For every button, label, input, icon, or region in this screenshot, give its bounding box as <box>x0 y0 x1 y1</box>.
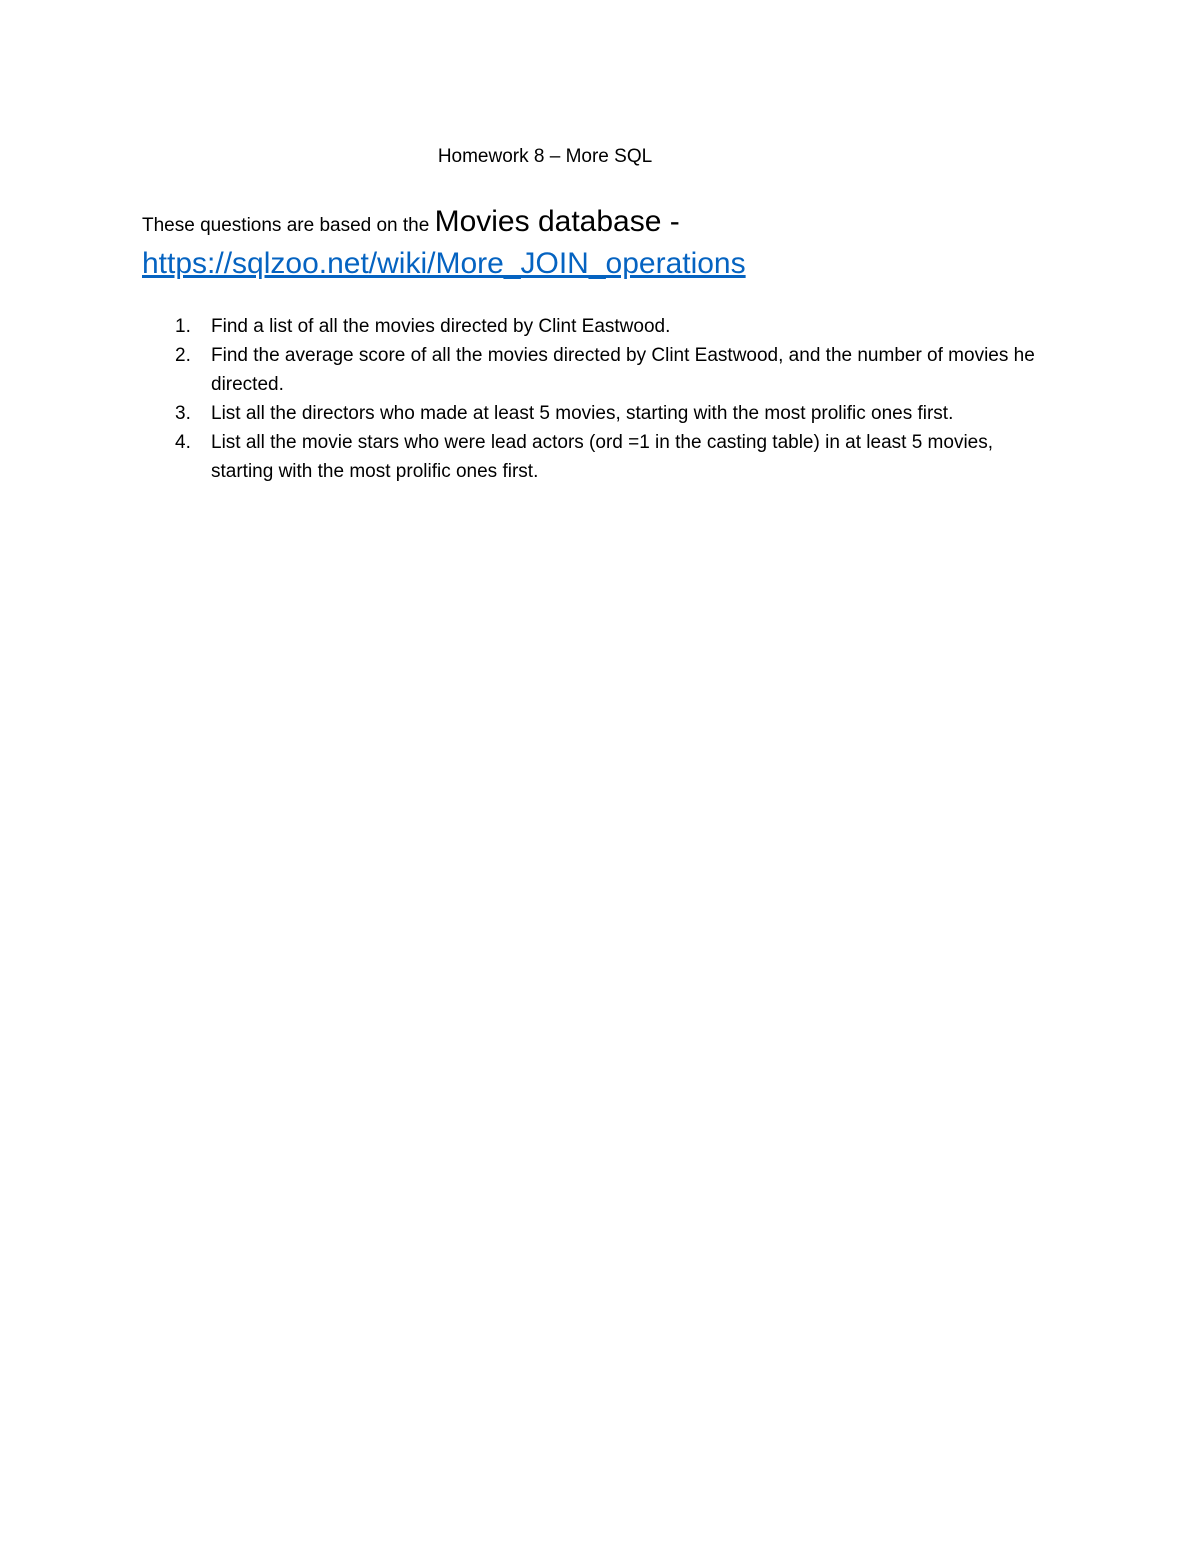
question-text: Find the average score of all the movies directed by Clint Eastwood, and the number of movies he directed. <box>211 345 1035 395</box>
document-title: Homework 8 – More SQL <box>437 146 653 167</box>
intro-emphasis: Movies database - <box>434 205 680 238</box>
intro-text: These questions are based on the <box>142 215 430 236</box>
list-item <box>0 428 1100 486</box>
question-text: Find a list of all the movies directed by Clint Eastwood. <box>211 316 671 337</box>
question-list <box>0 312 1100 486</box>
list-item <box>0 341 1100 399</box>
list-item <box>0 312 1100 341</box>
question-number: 4. <box>175 432 191 453</box>
list-item <box>0 399 1100 428</box>
question-text: List all the movie stars who were lead actors (ord =1 in the casting table) in at least 5 movies, starting with the most prolific ones first. <box>211 432 994 482</box>
question-number: 3. <box>175 403 191 424</box>
question-number: 1. <box>175 316 191 337</box>
sqlzoo-link[interactable]: https://sqlzoo.net/wiki/More_JOIN_operations <box>142 247 746 280</box>
question-text: List all the directors who made at least 5 movies, starting with the most prolific ones first. <box>211 403 954 424</box>
question-number: 2. <box>175 345 191 366</box>
intro-paragraph <box>142 202 1102 246</box>
link-line <box>142 242 1102 286</box>
